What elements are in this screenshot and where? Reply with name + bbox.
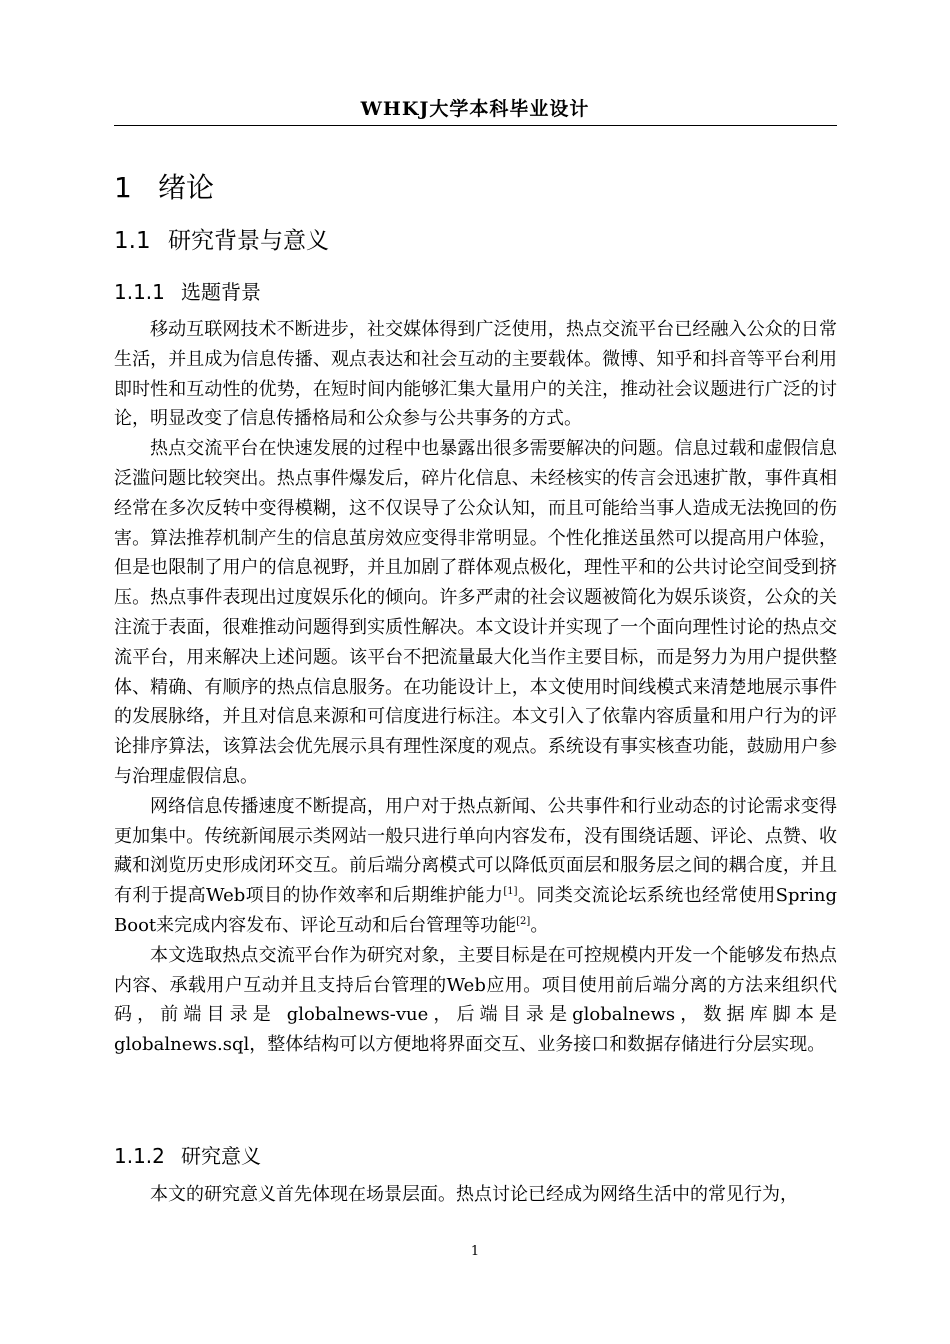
subsection-number: 1.1.2 bbox=[114, 1144, 165, 1168]
subsection-number: 1.1.1 bbox=[114, 280, 165, 304]
page-number: 1 bbox=[470, 1244, 480, 1259]
paragraph-text: 网络信息传播速度不断提高，用户对于热点新闻、公共事件和行业动态的讨论需求变得更加集中。传统新闻展示类网站一般只进行单向内容发布，没有围绕话题、评论、点赞、收藏和浏览历史形成闭环交互。前后端分离模式可以降低页面层和服务层之间的耦合度，并且有利于提高Web项目的协作效率和后期维护能力 bbox=[114, 795, 837, 907]
paragraph-text: 。 bbox=[530, 914, 549, 936]
section-number: 1.1 bbox=[114, 228, 151, 254]
chapter-number: 1 bbox=[114, 171, 132, 204]
header-rule bbox=[114, 125, 837, 126]
citation-ref: [2] bbox=[516, 915, 531, 927]
chapter-heading bbox=[114, 166, 214, 206]
paragraph: 热点交流平台在快速发展的过程中也暴露出很多需要解决的问题。信息过载和虚假信息泛滥问题比较突出。热点事件爆发后，碎片化信息、未经核实的传言会迅速扩散，事件真相经常在多次反转中变得模糊，这不仅误导了公众认知，而且可能给当事人造成无法挽回的伤害。算法推荐机制产生的信息茧房效应变得非常明显。个性化推送虽然可以提高用户体验，但是也限制了用户的信息视野，并且加剧了群体观点极化，理性平和的公共讨论空间受到挤压。热点事件表现出过度娱乐化的倾向。许多严肃的社会议题被简化为娱乐谈资，公众的关注流于表面，很难推动问题得到实质性解决。本文设计并实现了一个面向理性讨论的热点交流平台，用来解决上述问题。该平台不把流量最大化当作主要目标，而是努力为用户提供整体、精确、有顺序的热点信息服务。在功能设计上，本文使用时间线模式来清楚地展示事件的发展脉络，并且对信息来源和可信度进行标注。本文引入了依靠内容质量和用户行为的评论排序算法，该算法会优先展示具有理性深度的观点。系统设有事实核查功能，鼓励用户参与治理虚假信息。 bbox=[114, 438, 837, 787]
section-title: 研究背景与意义 bbox=[168, 228, 329, 254]
paragraph bbox=[114, 792, 837, 941]
citation-ref: [1] bbox=[503, 886, 518, 898]
paragraph-text: 。同类交流论坛系统也经常使用Spring Boot来完成内容发布、评论互动和后台管理等功能 bbox=[114, 885, 837, 936]
paragraph: 本文选取热点交流平台作为研究对象，主要目标是在可控规模内开发一个能够发布热点内容、承载用户互动并且支持后台管理的Web应用。项目使用前后端分离的方法来组织代码，前端目录是 globalnews-vue，后端目录是globalnews，数据库脚本是globalnews.sql，整体结构可以方便地将界面交互、业务接口和数据存储进行分层实现。 bbox=[114, 944, 837, 1056]
subsection-heading bbox=[114, 276, 261, 305]
chapter-title: 绪论 bbox=[158, 171, 215, 204]
subsection-title: 选题背景 bbox=[181, 280, 261, 304]
paragraph: 移动互联网技术不断进步，社交媒体得到广泛使用，热点交流平台已经融入公众的日常生活，并且成为信息传播、观点表达和社会互动的主要载体。微博、知乎和抖音等平台利用即时性和互动性的优势，在短时间内能够汇集大量用户的关注，推动社会议题进行广泛的讨论，明显改变了信息传播格局和公众参与公共事务的方式。 bbox=[114, 319, 837, 430]
body-text-2 bbox=[114, 1180, 837, 1210]
running-header: WHKJ大学本科毕业设计 bbox=[360, 98, 590, 120]
paragraph: 本文的研究意义首先体现在场景层面。热点讨论已经成为网络生活中的常见行为， bbox=[150, 1184, 798, 1205]
body-text-1 bbox=[114, 315, 837, 1060]
section-heading bbox=[114, 222, 329, 255]
subsection-heading bbox=[114, 1140, 261, 1169]
subsection-title: 研究意义 bbox=[181, 1144, 261, 1168]
